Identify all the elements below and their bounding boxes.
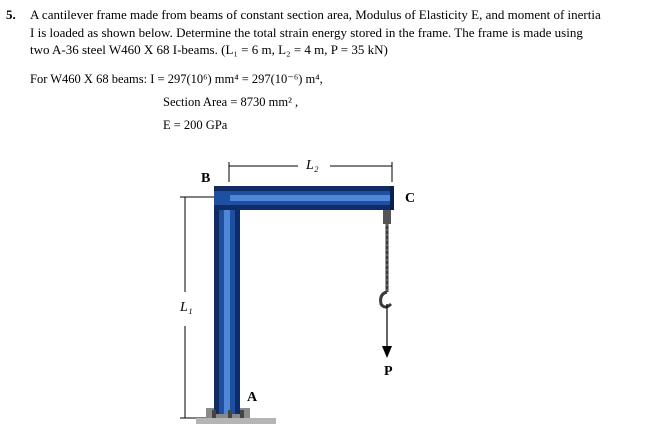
problem-line-3: two A-36 steel W460 X 68 I-beams. (L₁ = 6 m, L₂ = 4 m, P = 35 kN) [30,42,388,57]
problem-number: 5. [6,7,16,22]
label-L1: L₁ [180,300,193,315]
given-moment-of-inertia: For W460 X 68 beams: I = 297(10⁶) mm⁴ = 297(10⁻⁶) m⁴, [30,72,323,86]
problem-line-1: A cantilever frame made from beams of constant section area, Modulus of Elasticity E, and moment of inertia [30,7,601,22]
given-modulus: E = 200 GPa [163,118,228,132]
label-B: B [201,171,211,186]
load-chain [381,210,392,358]
label-L2: L₂ [306,158,319,173]
label-A: A [247,390,258,405]
horizontal-beam [214,186,394,210]
vertical-column [214,186,240,414]
base-ground [196,418,276,424]
label-P: P [384,364,393,379]
problem-line-2: I is loaded as shown below. Determine the total strain energy stored in the frame. The frame is made using [30,24,583,40]
given-section-area: Section Area = 8730 mm² , [163,95,299,109]
label-C: C [405,191,416,206]
